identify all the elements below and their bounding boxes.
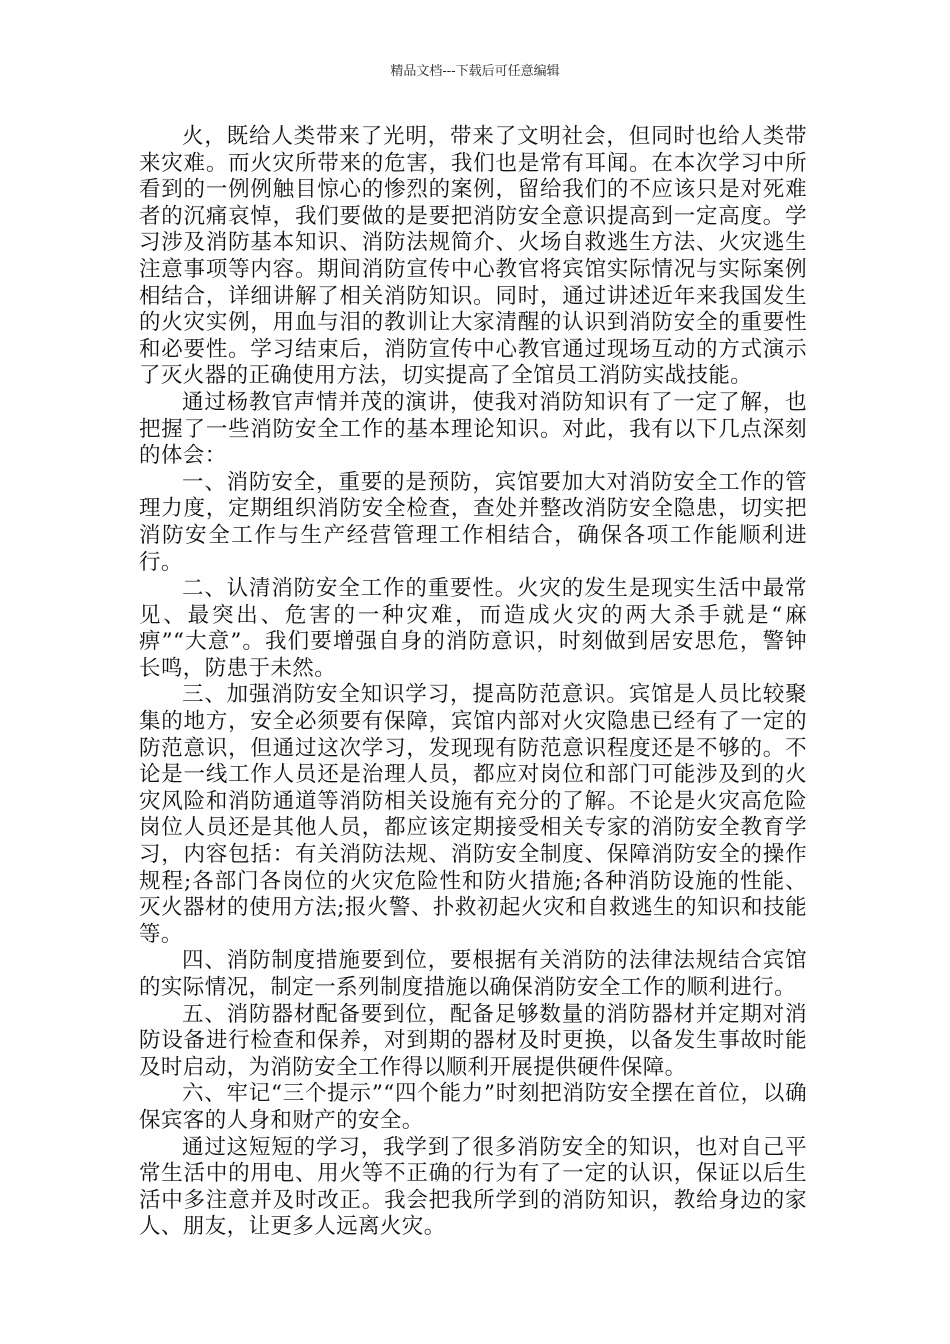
paragraph-point-1: 一、消防安全，重要的是预防，宾馆要加大对消防安全工作的管理力度，定期组织消防安全检查，查处并整改消防安全隐患，切实把消防安全工作与生产经营管理工作相结合，确保各项工作能顺利进行。 (139, 469, 807, 575)
page-header: 精品文档---下载后可任意编辑 (390, 64, 560, 79)
paragraph-reflection-lead: 通过杨教官声情并茂的演讲，使我对消防知识有了一定了解，也把握了一些消防安全工作的基本理论知识。对此，我有以下几点深刻的体会： (139, 389, 807, 469)
document-body (139, 124, 807, 1241)
paragraph-point-4: 四、消防制度措施要到位，要根据有关消防的法律法规结合宾馆的实际情况，制定一系列制度措施以确保消防安全工作的顺利进行。 (139, 948, 807, 1000)
paragraph-point-5: 五、消防器材配备要到位，配备足够数量的消防器材并定期对消防设备进行检查和保养，对到期的器材及时更换，以备发生事故时能及时启动，为消防安全工作得以顺利开展提供硬件保障。 (139, 1001, 807, 1080)
paragraph-point-3: 三、加强消防安全知识学习，提高防范意识。宾馆是人员比较聚集的地方，安全必须要有保障，宾馆内部对火灾隐患已经有了一定的防范意识，但通过这次学习，发现现有防范意识程度还是不够的。不论是一线工作人员还是治理人员，都应对岗位和部门可能涉及到的火灾风险和消防通道等消防相关设施有充分的了解。不论是火灾高危险岗位人员还是其他人员，都应该定期接受相关专家的消防安全教育学习，内容包括：有关消防法规、消防安全制度、保障消防安全的操作规程;各部门各岗位的火灾危险性和防火措施;各种消防设施的性能、灭火器材的使用方法;报火警、扑救初起火灾和自救逃生的知识和技能等。 (139, 682, 807, 947)
paragraph-point-6: 六、牢记“三个提示”“四个能力”时刻把消防安全摆在首位，以确保宾客的人身和财产的安全。 (139, 1081, 807, 1133)
paragraph-point-2: 二、认清消防安全工作的重要性。火灾的发生是现实生活中最常见、最突出、危害的一种灾难，而造成火灾的两大杀手就是“麻痹”“大意”。我们要增强自身的消防意识，时刻做到居安思危，警钟长鸣，防患于未然。 (139, 576, 807, 681)
paragraph-intro: 火，既给人类带来了光明，带来了文明社会，但同时也给人类带来灾难。而火灾所带来的危害，我们也是常有耳闻。在本次学习中所看到的一例例触目惊心的惨烈的案例，留给我们的不应该只是对死难者的沉痛哀悼，我们要做的是要把消防安全意识提高到一定高度。学习涉及消防基本知识、消防法规简介、火场自救逃生方法、火灾逃生注意事项等内容。期间消防宣传中心教官将宾馆实际情况与实际案例相结合，详细讲解了相关消防知识。同时，通过讲述近年来我国发生的火灾实例，用血与泪的教训让大家清醒的认识到消防安全的重要性和必要性。学习结束后，消防宣传中心教官通过现场互动的方式演示了灭火器的正确使用方法，切实提高了全馆员工消防实战技能。 (139, 124, 807, 389)
paragraph-conclusion: 通过这短短的学习，我学到了很多消防安全的知识，也对自己平常生活中的用电、用火等不正确的行为有了一定的认识，保证以后生活中多注意并及时改正。我会把我所学到的消防知识，教给身边的家人、朋友，让更多人远离火灾。 (139, 1134, 807, 1240)
